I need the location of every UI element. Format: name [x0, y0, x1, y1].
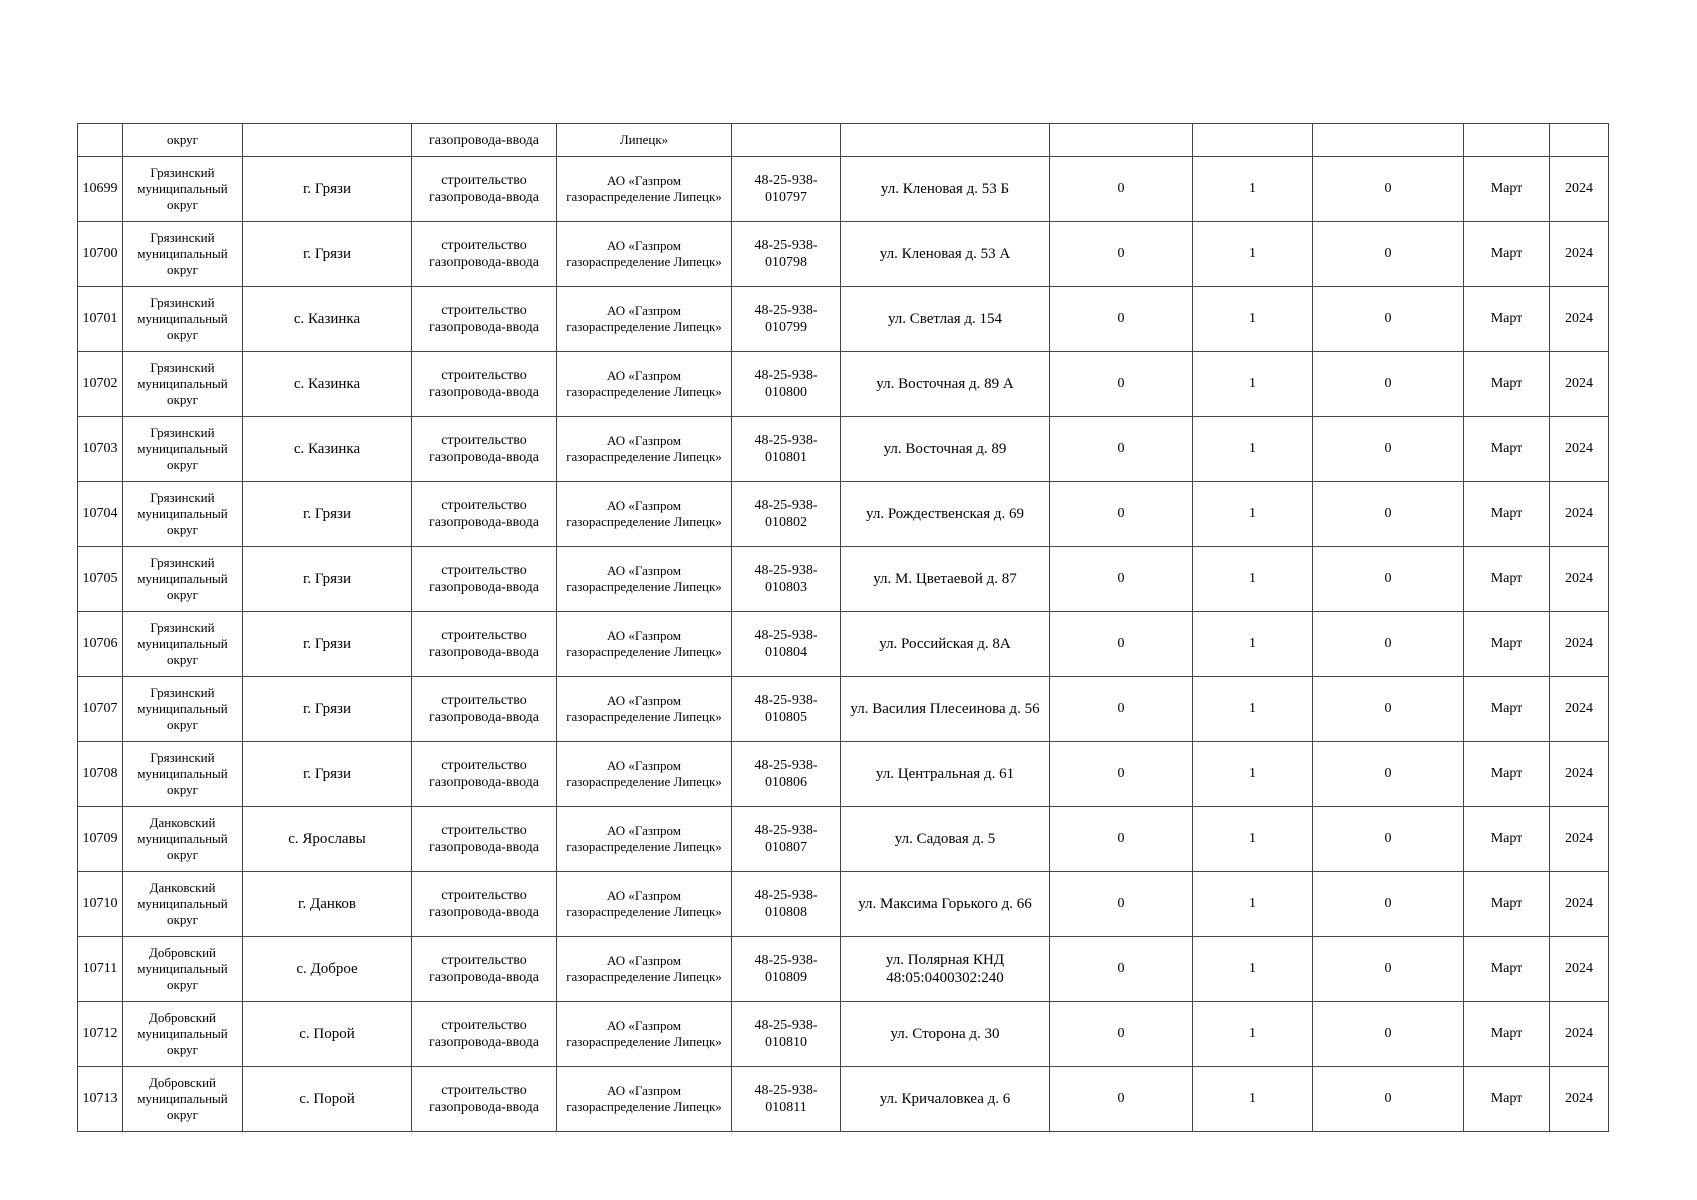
cell-year: 2024 [1550, 417, 1609, 482]
table-row [78, 547, 1609, 612]
cell-count-1: 0 [1050, 482, 1193, 547]
cell-organization: АО «Газпром газораспределение Липецк» [557, 872, 732, 937]
cell-year: 2024 [1550, 937, 1609, 1002]
cell-code [732, 124, 841, 157]
cell-address: ул. Садовая д. 5 [841, 807, 1050, 872]
cell-locality [243, 124, 412, 157]
cell-month: Март [1464, 1002, 1550, 1067]
cell-organization: АО «Газпром газораспределение Липецк» [557, 482, 732, 547]
cell-organization: АО «Газпром газораспределение Липецк» [557, 1002, 732, 1067]
cell-organization: АО «Газпром газораспределение Липецк» [557, 222, 732, 287]
cell-district: Грязинский муниципальный округ [123, 742, 243, 807]
cell-count-3: 0 [1313, 872, 1464, 937]
cell-organization: АО «Газпром газораспределение Липецк» [557, 1067, 732, 1132]
table-row [78, 677, 1609, 742]
table-row [78, 742, 1609, 807]
cell-month: Март [1464, 547, 1550, 612]
cell-address: ул. Светлая д. 154 [841, 287, 1050, 352]
cell-locality: г. Грязи [243, 742, 412, 807]
table-row [78, 1067, 1609, 1132]
cell-id: 10708 [78, 742, 123, 807]
cell-code: 48-25-938-010807 [732, 807, 841, 872]
table-row-continued [78, 124, 1609, 157]
cell-work-type: строительство газопровода-ввода [412, 482, 557, 547]
cell-count-2: 1 [1193, 157, 1313, 222]
cell-count-3: 0 [1313, 222, 1464, 287]
cell-id: 10706 [78, 612, 123, 677]
cell-district: Грязинский муниципальный округ [123, 547, 243, 612]
cell-locality: с. Доброе [243, 937, 412, 1002]
cell-year: 2024 [1550, 482, 1609, 547]
cell-count-1: 0 [1050, 677, 1193, 742]
cell-count-3: 0 [1313, 352, 1464, 417]
cell-code: 48-25-938-010797 [732, 157, 841, 222]
cell-count-1: 0 [1050, 612, 1193, 677]
cell-count-3: 0 [1313, 1067, 1464, 1132]
cell-count-3 [1313, 124, 1464, 157]
cell-work-type: строительство газопровода-ввода [412, 1002, 557, 1067]
table-row [78, 807, 1609, 872]
cell-address: ул. Полярная КНД 48:05:0400302:240 [841, 937, 1050, 1002]
cell-district: Добровский муниципальный округ [123, 1002, 243, 1067]
cell-locality: с. Порой [243, 1067, 412, 1132]
cell-month: Март [1464, 807, 1550, 872]
cell-count-3: 0 [1313, 157, 1464, 222]
cell-locality: г. Грязи [243, 677, 412, 742]
cell-locality: г. Данков [243, 872, 412, 937]
cell-count-2: 1 [1193, 807, 1313, 872]
cell-month: Март [1464, 157, 1550, 222]
cell-id: 10707 [78, 677, 123, 742]
cell-organization: Липецк» [557, 124, 732, 157]
cell-count-2: 1 [1193, 482, 1313, 547]
cell-address: ул. Максима Горького д. 66 [841, 872, 1050, 937]
cell-count-2 [1193, 124, 1313, 157]
cell-work-type: строительство газопровода-ввода [412, 612, 557, 677]
cell-address: ул. Российская д. 8А [841, 612, 1050, 677]
cell-count-2: 1 [1193, 1067, 1313, 1132]
cell-year: 2024 [1550, 1067, 1609, 1132]
cell-count-2: 1 [1193, 547, 1313, 612]
cell-count-1: 0 [1050, 1067, 1193, 1132]
cell-district: Добровский муниципальный округ [123, 1067, 243, 1132]
cell-year: 2024 [1550, 1002, 1609, 1067]
cell-count-3: 0 [1313, 742, 1464, 807]
cell-id: 10710 [78, 872, 123, 937]
cell-count-2: 1 [1193, 417, 1313, 482]
cell-year: 2024 [1550, 612, 1609, 677]
cell-id: 10703 [78, 417, 123, 482]
cell-address: ул. Сторона д. 30 [841, 1002, 1050, 1067]
cell-count-2: 1 [1193, 742, 1313, 807]
table-row [78, 287, 1609, 352]
cell-locality: с. Ярославы [243, 807, 412, 872]
cell-count-1: 0 [1050, 937, 1193, 1002]
cell-year: 2024 [1550, 157, 1609, 222]
cell-id: 10711 [78, 937, 123, 1002]
cell-district: Данковский муниципальный округ [123, 872, 243, 937]
cell-code: 48-25-938-010805 [732, 677, 841, 742]
table-row [78, 222, 1609, 287]
cell-district: Грязинский муниципальный округ [123, 482, 243, 547]
cell-work-type: строительство газопровода-ввода [412, 352, 557, 417]
cell-locality: г. Грязи [243, 157, 412, 222]
cell-count-3: 0 [1313, 547, 1464, 612]
cell-work-type: строительство газопровода-ввода [412, 872, 557, 937]
cell-month: Март [1464, 222, 1550, 287]
cell-code: 48-25-938-010809 [732, 937, 841, 1002]
cell-district: Грязинский муниципальный округ [123, 157, 243, 222]
cell-count-1 [1050, 124, 1193, 157]
cell-id: 10702 [78, 352, 123, 417]
table-row [78, 612, 1609, 677]
cell-organization: АО «Газпром газораспределение Липецк» [557, 417, 732, 482]
cell-month: Март [1464, 937, 1550, 1002]
cell-id: 10713 [78, 1067, 123, 1132]
cell-id: 10712 [78, 1002, 123, 1067]
cell-work-type: газопровода-ввода [412, 124, 557, 157]
cell-count-1: 0 [1050, 287, 1193, 352]
cell-year [1550, 124, 1609, 157]
cell-id: 10709 [78, 807, 123, 872]
table-row [78, 482, 1609, 547]
cell-district: Добровский муниципальный округ [123, 937, 243, 1002]
cell-district: Данковский муниципальный округ [123, 807, 243, 872]
cell-count-2: 1 [1193, 222, 1313, 287]
cell-code: 48-25-938-010798 [732, 222, 841, 287]
table-row [78, 157, 1609, 222]
cell-locality: с. Казинка [243, 417, 412, 482]
cell-address: ул. Рождественская д. 69 [841, 482, 1050, 547]
cell-district: Грязинский муниципальный округ [123, 352, 243, 417]
cell-count-1: 0 [1050, 222, 1193, 287]
cell-work-type: строительство газопровода-ввода [412, 157, 557, 222]
cell-month: Март [1464, 417, 1550, 482]
cell-count-1: 0 [1050, 352, 1193, 417]
cell-address: ул. Центральная д. 61 [841, 742, 1050, 807]
cell-count-1: 0 [1050, 807, 1193, 872]
cell-work-type: строительство газопровода-ввода [412, 1067, 557, 1132]
cell-month: Март [1464, 742, 1550, 807]
cell-locality: г. Грязи [243, 222, 412, 287]
cell-count-3: 0 [1313, 807, 1464, 872]
cell-count-3: 0 [1313, 677, 1464, 742]
cell-count-2: 1 [1193, 287, 1313, 352]
cell-work-type: строительство газопровода-ввода [412, 222, 557, 287]
cell-work-type: строительство газопровода-ввода [412, 287, 557, 352]
cell-district: Грязинский муниципальный округ [123, 612, 243, 677]
cell-district: округ [123, 124, 243, 157]
cell-count-2: 1 [1193, 612, 1313, 677]
cell-count-3: 0 [1313, 482, 1464, 547]
cell-count-2: 1 [1193, 1002, 1313, 1067]
cell-count-1: 0 [1050, 1002, 1193, 1067]
cell-locality: г. Грязи [243, 612, 412, 677]
cell-count-1: 0 [1050, 742, 1193, 807]
cell-code: 48-25-938-010811 [732, 1067, 841, 1132]
cell-address [841, 124, 1050, 157]
cell-count-1: 0 [1050, 872, 1193, 937]
cell-code: 48-25-938-010802 [732, 482, 841, 547]
cell-work-type: строительство газопровода-ввода [412, 807, 557, 872]
cell-count-3: 0 [1313, 417, 1464, 482]
cell-organization: АО «Газпром газораспределение Липецк» [557, 742, 732, 807]
cell-address: ул. Восточная д. 89 [841, 417, 1050, 482]
cell-organization: АО «Газпром газораспределение Липецк» [557, 612, 732, 677]
cell-month: Март [1464, 352, 1550, 417]
cell-month [1464, 124, 1550, 157]
cell-work-type: строительство газопровода-ввода [412, 417, 557, 482]
table-row [78, 352, 1609, 417]
cell-id [78, 124, 123, 157]
cell-count-1: 0 [1050, 547, 1193, 612]
gas-connection-table [77, 123, 1609, 1132]
cell-year: 2024 [1550, 222, 1609, 287]
cell-id: 10700 [78, 222, 123, 287]
cell-count-3: 0 [1313, 1002, 1464, 1067]
cell-code: 48-25-938-010804 [732, 612, 841, 677]
cell-year: 2024 [1550, 677, 1609, 742]
cell-organization: АО «Газпром газораспределение Липецк» [557, 547, 732, 612]
cell-work-type: строительство газопровода-ввода [412, 937, 557, 1002]
cell-address: ул. Кричаловкеа д. 6 [841, 1067, 1050, 1132]
cell-organization: АО «Газпром газораспределение Липецк» [557, 807, 732, 872]
cell-month: Март [1464, 612, 1550, 677]
cell-district: Грязинский муниципальный округ [123, 287, 243, 352]
cell-id: 10705 [78, 547, 123, 612]
cell-count-3: 0 [1313, 287, 1464, 352]
cell-locality: г. Грязи [243, 482, 412, 547]
cell-work-type: строительство газопровода-ввода [412, 677, 557, 742]
cell-work-type: строительство газопровода-ввода [412, 547, 557, 612]
cell-year: 2024 [1550, 547, 1609, 612]
cell-address: ул. Кленовая д. 53 А [841, 222, 1050, 287]
cell-code: 48-25-938-010801 [732, 417, 841, 482]
cell-year: 2024 [1550, 742, 1609, 807]
cell-id: 10701 [78, 287, 123, 352]
cell-code: 48-25-938-010806 [732, 742, 841, 807]
cell-year: 2024 [1550, 807, 1609, 872]
cell-id: 10699 [78, 157, 123, 222]
cell-address: ул. М. Цветаевой д. 87 [841, 547, 1050, 612]
table-row [78, 872, 1609, 937]
cell-address: ул. Василия Плесеинова д. 56 [841, 677, 1050, 742]
cell-organization: АО «Газпром газораспределение Липецк» [557, 287, 732, 352]
cell-locality: г. Грязи [243, 547, 412, 612]
cell-organization: АО «Газпром газораспределение Липецк» [557, 677, 732, 742]
cell-code: 48-25-938-010803 [732, 547, 841, 612]
cell-count-2: 1 [1193, 677, 1313, 742]
cell-address: ул. Кленовая д. 53 Б [841, 157, 1050, 222]
cell-count-2: 1 [1193, 352, 1313, 417]
cell-month: Март [1464, 1067, 1550, 1132]
table-body [78, 124, 1609, 1132]
table-row [78, 417, 1609, 482]
cell-count-1: 0 [1050, 157, 1193, 222]
cell-year: 2024 [1550, 352, 1609, 417]
cell-code: 48-25-938-010810 [732, 1002, 841, 1067]
cell-organization: АО «Газпром газораспределение Липецк» [557, 937, 732, 1002]
cell-count-2: 1 [1193, 937, 1313, 1002]
cell-district: Грязинский муниципальный округ [123, 222, 243, 287]
cell-count-3: 0 [1313, 937, 1464, 1002]
cell-month: Март [1464, 287, 1550, 352]
cell-month: Март [1464, 677, 1550, 742]
cell-code: 48-25-938-010808 [732, 872, 841, 937]
cell-month: Март [1464, 872, 1550, 937]
cell-code: 48-25-938-010799 [732, 287, 841, 352]
cell-year: 2024 [1550, 872, 1609, 937]
cell-locality: с. Порой [243, 1002, 412, 1067]
cell-work-type: строительство газопровода-ввода [412, 742, 557, 807]
table-row [78, 937, 1609, 1002]
cell-address: ул. Восточная д. 89 А [841, 352, 1050, 417]
table-row [78, 1002, 1609, 1067]
cell-locality: с. Казинка [243, 352, 412, 417]
cell-organization: АО «Газпром газораспределение Липецк» [557, 352, 732, 417]
cell-district: Грязинский муниципальный округ [123, 677, 243, 742]
cell-year: 2024 [1550, 287, 1609, 352]
cell-count-1: 0 [1050, 417, 1193, 482]
cell-organization: АО «Газпром газораспределение Липецк» [557, 157, 732, 222]
cell-id: 10704 [78, 482, 123, 547]
cell-count-2: 1 [1193, 872, 1313, 937]
cell-locality: с. Казинка [243, 287, 412, 352]
cell-code: 48-25-938-010800 [732, 352, 841, 417]
cell-month: Март [1464, 482, 1550, 547]
cell-district: Грязинский муниципальный округ [123, 417, 243, 482]
cell-count-3: 0 [1313, 612, 1464, 677]
